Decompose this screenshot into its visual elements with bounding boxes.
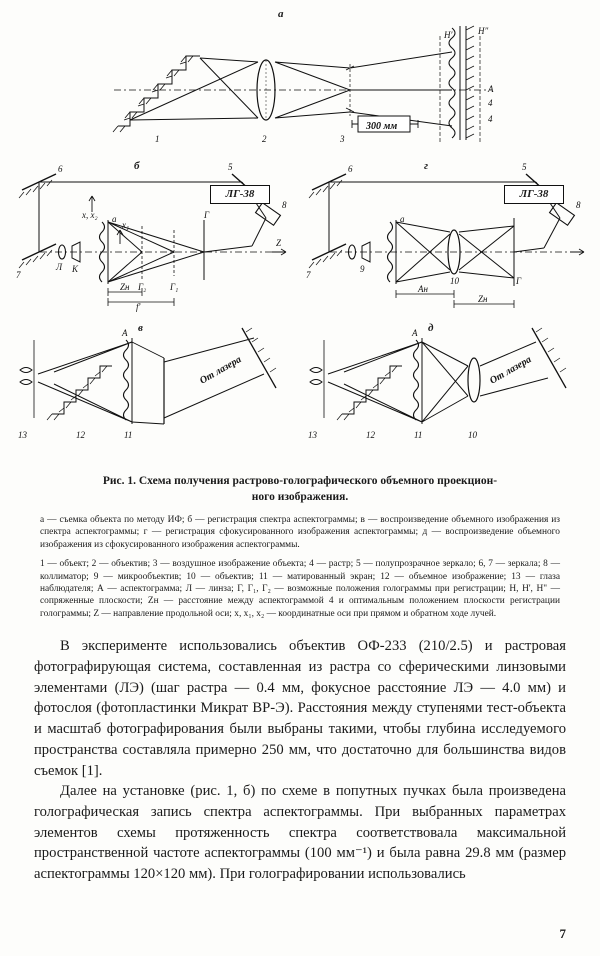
label-b-5: 5	[228, 162, 233, 172]
label-d-from-laser: От лазера	[488, 354, 534, 387]
panel-v	[14, 322, 294, 450]
label-b-G: Г	[204, 210, 210, 220]
label-g-6: 6	[348, 164, 353, 174]
label-g-5: 5	[522, 162, 527, 172]
label-g-7: 7	[306, 270, 311, 280]
label-b-G2: Г₂	[138, 282, 147, 292]
panel-b-diagram	[14, 160, 294, 312]
label-H-dprime: H″	[478, 26, 489, 36]
label-g-8: 8	[576, 200, 581, 210]
label-4b: 4	[488, 114, 493, 124]
panel-g	[304, 160, 594, 312]
figure-caption-body: а — съемка объекта по методу ИФ; б — регистрация спектра аспектограммы; в — воспроизведение объемного изображения из спектра аспектограммы; г — регистрация сфокусированного изображения аспектограммы; д — воспроизведение объемного изображения из сфокусированного изображения аспектограммы.	[40, 515, 560, 550]
label-g-Zn: Zн	[478, 294, 488, 304]
label-1: 1	[155, 134, 160, 144]
caption-title-line2: ного изображения.	[251, 490, 349, 503]
label-v-12: 12	[76, 430, 85, 440]
label-g-a: a	[400, 214, 405, 224]
figure-caption-title	[34, 474, 566, 505]
paragraph-1: В эксперименте использовались объектив ОФ-233 (210/2.5) и растровая фотографирующая система, составленная из растра со сферическими линзовыми элементами (ЛЭ) (шаг растра — 0.4 мм, фокусное расстояние ЛЭ — 4.0 мм) и фотослоя (фотопластинки Микрат ВР-Э). Расстояния между ступенями тест-объекта и масштаб фотографирования были выбраны такими, чтобы глубина исследуемого пространства составляла примерно 250 мм, что достаточно для большинства видов съемок [1].	[34, 638, 566, 779]
label-b-Zn: Zн	[120, 282, 130, 292]
label-v-A: А	[122, 328, 128, 338]
panel-a-letter: а	[278, 8, 284, 20]
label-b-L: Л	[56, 262, 63, 272]
panel-a	[100, 8, 500, 148]
figure-1	[0, 0, 600, 470]
label-v-from-laser: От лазера	[198, 354, 244, 387]
label-b-Z: Z	[276, 238, 282, 248]
panel-d-diagram	[304, 322, 594, 450]
label-b-6: 6	[58, 164, 63, 174]
laser-box-g: ЛГ-38	[504, 185, 564, 204]
label-v-11: 11	[124, 430, 133, 440]
page-number: 7	[559, 926, 566, 941]
label-b-x1: x₁	[122, 220, 130, 230]
dimension-300mm: 300 мм	[366, 121, 398, 132]
label-b-a: a	[112, 214, 117, 224]
label-b-f: f′	[136, 302, 141, 312]
label-H-prime: H′	[444, 30, 453, 40]
label-g-10: 10	[450, 276, 459, 286]
panel-b	[14, 160, 294, 312]
panel-g-letter: г	[424, 160, 429, 172]
caption-title-line1: Рис. 1. Схема получения растрово-голографического объемного проекцион-	[102, 475, 498, 487]
label-b-8: 8	[282, 200, 287, 210]
label-b-G1: Г₁	[170, 282, 179, 292]
label-d-12: 12	[366, 430, 375, 440]
label-g-G: Г	[516, 276, 522, 286]
label-b-K: К	[72, 264, 78, 274]
label-d-13: 13	[308, 430, 317, 440]
panel-d	[304, 322, 594, 450]
panel-v-diagram	[14, 322, 294, 450]
label-b-7: 7	[16, 270, 21, 280]
label-4a: 4	[488, 98, 493, 108]
label-A: A	[488, 84, 494, 94]
panel-b-letter: б	[134, 160, 140, 172]
label-d-A: А	[412, 328, 418, 338]
panel-v-letter: в	[138, 322, 143, 334]
laser-box-b: ЛГ-38	[210, 185, 270, 204]
paragraph-2: Далее на установке (рис. 1, б) по схеме в попутных пучках была произведена голографическая запись спектра аспектограммы. При выбранных параметрах элементов схемы протяженность спектра соответствовала максимальной пространственной частоте аспектограммы (100 мм⁻¹) и была равна 29.8 мм (размер аспектограммы 120×120 мм). При голографировании использовались	[34, 783, 566, 883]
label-g-An: Aн	[418, 284, 428, 294]
label-d-10: 10	[468, 430, 477, 440]
panel-d-letter: д	[428, 322, 434, 334]
label-d-11: 11	[414, 430, 423, 440]
label-b-xx2: x, x₂	[82, 210, 98, 220]
panel-a-diagram	[100, 8, 500, 148]
figure-caption-legend: 1 — объект; 2 — объектив; 3 — воздушное изображение объекта; 4 — растр; 5 — полупрозрачное зеркало; 6, 7 — зеркала; 8 — коллиматор; 9 — микрообъектив; 10 — объектив; 11 — матированный экран; 12 — объемное изображение; 13 — глаза наблюдателя; А — аспектограмма; Л — линза; Г, Г₁, Г₂ — возможные положения голограммы при регистрации; Н, Н', Н" — сопряженные плоскости; Zн — расстояние между аспектограммой 4 и оптимальным положением плоскости регистрации голограммы; Z — направление продольной оси; x, x₁, x₂ — координатные оси при прямом и обратном ходе лучей.	[40, 559, 560, 619]
label-2: 2	[262, 134, 267, 144]
body-text	[34, 636, 566, 885]
label-v-13: 13	[18, 430, 27, 440]
label-g-9: 9	[360, 264, 365, 274]
label-3: 3	[340, 134, 345, 144]
panel-g-diagram	[304, 160, 594, 312]
